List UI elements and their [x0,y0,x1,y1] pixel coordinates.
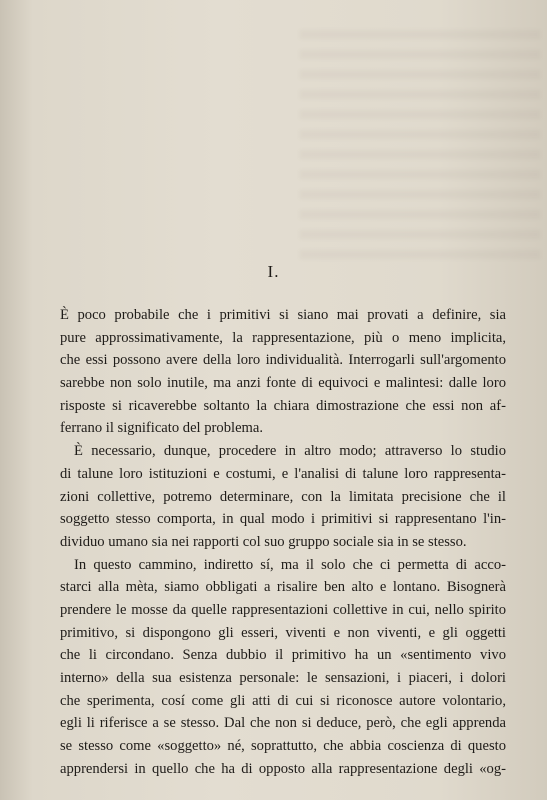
text-line: È poco probabile che i primitivi si siano mai provati a definire, sia [60,307,506,323]
text-line: È necessario, dunque, procedere in altro modo; attraverso lo studio [74,443,506,460]
paragraph-2 [60,440,506,553]
text-line: dividuo umano sia nei rapporti col suo gruppo sociale sia in se stesso. [60,533,467,550]
text-line: egli li riferisce a se stesso. Dal che non si deduce, però, che egli apprenda [60,715,506,732]
paragraph-1 [60,304,506,440]
text-line: primitivo, si dispongono gli esseri, viventi e non viventi, e gli oggetti [60,624,506,641]
text-line: starci alla mèta, siamo obbligati a risalire ben alto e lontano. Bisognerà [60,579,506,596]
text-line: se stesso come «soggetto» né, soprattutto, che abbia coscienza di questo [60,738,506,755]
text-line: prendere le mosse da quelle rappresentazioni collettive in cui, nello spirito [60,601,506,618]
text-line: In questo cammino, indiretto sí, ma il solo che ci permetta di acco- [74,556,506,573]
text-line: che essi possono avere della loro individualità. Interrogarli sull'argomento [60,352,506,369]
body-text [60,304,506,780]
chapter-heading: I. [267,262,280,281]
text-line: risposte si ricaverebbe soltanto la chiara dimostrazione che essi non af- [60,397,506,414]
text-line: di talune loro istituzioni e costumi, e l'analisi di talune loro rappresenta- [60,465,506,482]
text-line: interno» della sua esistenza personale: le sensazioni, i piaceri, i dolori [60,670,506,686]
text-line: soggetto stesso comporta, in qual modo i primitivi si rappresentano l'in- [60,511,506,528]
text-line: ferrano il significato del problema. [60,420,264,437]
paragraph-3 [60,554,506,781]
text-line: apprendersi in quello che ha di opposto alla rappresentazione degli «og- [60,760,506,777]
text-line: pure approssimativamente, la rappresentazione, più o meno implicita, [60,329,506,346]
text-line: zioni collettive, potremo determinare, con la limitata precisione che il [60,488,506,505]
text-line: che li circondano. Senza dubbio il primitivo ha un «sentimento vivo [60,647,506,664]
show-through-text [300,30,540,260]
text-line: sarebbe non solo inutile, ma anzi fonte di equivoci e malintesi: dalle loro [60,375,506,392]
text-line: che sperimenta, cosí come gli atti di cui si riconosce autore volontario, [60,692,506,709]
